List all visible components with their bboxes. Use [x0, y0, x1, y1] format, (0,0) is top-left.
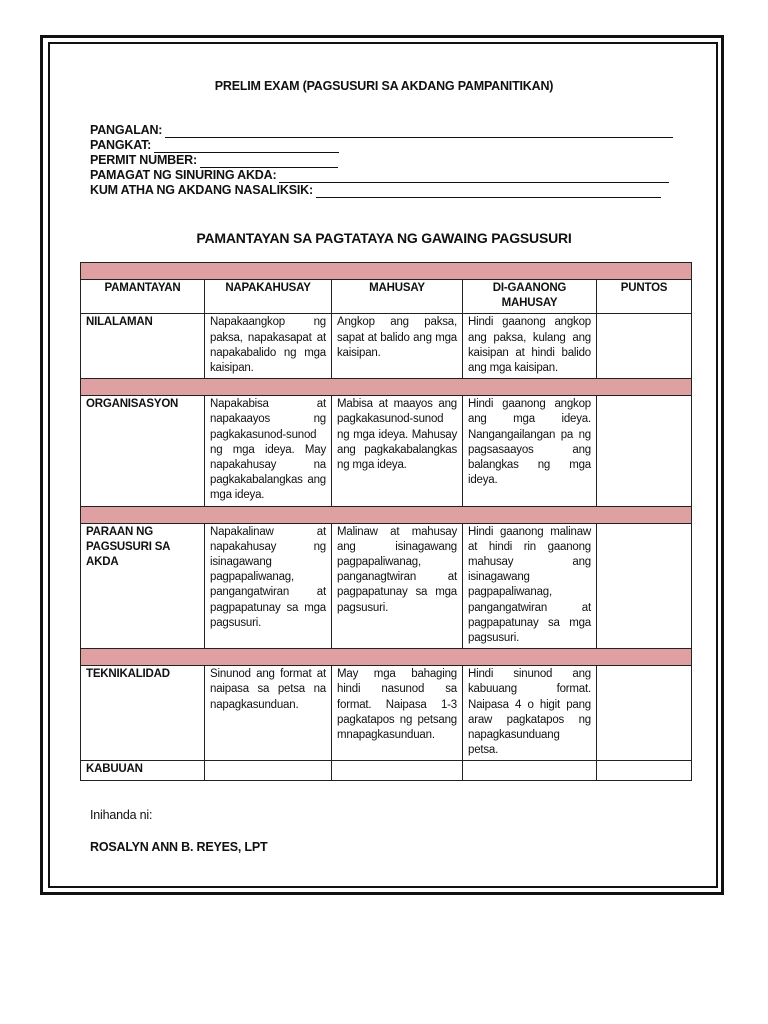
- criterion-cell: PARAAN NG PAGSUSURI SA AKDA: [81, 523, 205, 649]
- criterion-cell: ORGANISASYON: [81, 396, 205, 506]
- empty-cell: [463, 761, 597, 780]
- field-permit-number: [90, 153, 680, 168]
- di-gaanong-mahusay-cell: Hindi sinunod ang kabuuang format. Naipasa 4 o higit pang araw pagkatapos ng napagkasunduang petsa.: [463, 666, 597, 761]
- column-header: PUNTOS: [597, 280, 692, 314]
- field-pamagat: [90, 168, 680, 183]
- table-band: [81, 649, 692, 666]
- criterion-cell: NILALAMAN: [81, 314, 205, 379]
- blank-line: [165, 125, 673, 138]
- total-row: [81, 761, 692, 780]
- column-header: PAMANTAYAN: [81, 280, 205, 314]
- di-gaanong-mahusay-cell: Hindi gaanong angkop ang mga ideya. Nangangailangan pa ng pagsasaayos ang balangkas ng mga ideya.: [463, 396, 597, 506]
- column-header: DI-GAANONG MAHUSAY: [463, 280, 597, 314]
- total-label: KABUUAN: [81, 761, 205, 780]
- table-row: [81, 523, 692, 649]
- prepared-by-label: Inihanda ni:: [90, 808, 153, 822]
- field-label: PANGKAT:: [90, 138, 152, 152]
- napakahusay-cell: Napakaangkop ng paksa, napakasapat at napakabalido ng mga kaisipan.: [205, 314, 332, 379]
- puntos-cell: [597, 314, 692, 379]
- field-pangkat: [90, 138, 680, 153]
- blank-line: [316, 185, 661, 198]
- table-row: [81, 314, 692, 379]
- field-pangalan: [90, 123, 680, 138]
- field-label: KUM ATHA NG AKDANG NASALIKSIK:: [90, 183, 313, 197]
- mahusay-cell: Malinaw at mahusay ang isinagawang pagpapaliwanag, panganagtwiran at pagpapatunay sa mga pagsusuri.: [332, 523, 463, 649]
- puntos-cell: [597, 666, 692, 761]
- puntos-cell: [597, 396, 692, 506]
- blank-line: [154, 140, 339, 153]
- table-band: [81, 263, 692, 280]
- empty-cell: [332, 761, 463, 780]
- exam-title: PRELIM EXAM (PAGSUSURI SA AKDANG PAMPANITIKAN): [214, 79, 554, 93]
- field-label: PANGALAN:: [90, 123, 163, 137]
- column-header: MAHUSAY: [332, 280, 463, 314]
- table-band: [81, 506, 692, 523]
- blank-line: [200, 155, 338, 168]
- blank-line: [279, 170, 669, 183]
- column-header: NAPAKAHUSAY: [205, 280, 332, 314]
- empty-cell: [205, 761, 332, 780]
- napakahusay-cell: Sinunod ang format at naipasa sa petsa na napagkasunduan.: [205, 666, 332, 761]
- di-gaanong-mahusay-cell: Hindi gaanong angkop ang paksa, kulang ang kaisipan at hindi balido ang mga kaisipan.: [463, 314, 597, 379]
- field-label: PERMIT NUMBER:: [90, 153, 197, 167]
- field-label: PAMAGAT NG SINURING AKDA:: [90, 168, 277, 182]
- mahusay-cell: Mabisa at maayos ang pagkakasunod-sunod ng mga ideya. Mahusay ang pagkakabalangkas ng mga ideya.: [332, 396, 463, 506]
- criterion-cell: TEKNIKALIDAD: [81, 666, 205, 761]
- total-score-cell: [597, 761, 692, 780]
- field-kum-atha: [90, 183, 680, 198]
- mahusay-cell: May mga bahaging hindi nasunod sa format. Naipasa 1-3 pagkatapos ng petsang mnapagkasunduan.: [332, 666, 463, 761]
- puntos-cell: [597, 523, 692, 649]
- rubric-title: PAMANTAYAN SA PAGTATAYA NG GAWAING PAGSUSURI: [196, 230, 572, 246]
- table-band: [81, 379, 692, 396]
- mahusay-cell: Angkop ang paksa, sapat at balido ang mga kaisipan.: [332, 314, 463, 379]
- table-row: [81, 396, 692, 506]
- student-info-fields: [90, 123, 680, 198]
- di-gaanong-mahusay-cell: Hindi gaanong malinaw at hindi rin gaanong mahusay ang isinagawang pagpapaliwanag, pangangatwiran at pagpapatunay sa mga pagsusuri.: [463, 523, 597, 649]
- rubric-table: [80, 262, 692, 781]
- napakahusay-cell: Napakalinaw at napakahusay ng isinagawang pagpapaliwanag, pangangatwiran at pagpapatunay sa mga pagsusuri.: [205, 523, 332, 649]
- author-name: ROSALYN ANN B. REYES, LPT: [90, 840, 268, 854]
- table-row: [81, 666, 692, 761]
- table-header-row: [81, 280, 692, 314]
- napakahusay-cell: Napakabisa at napakaayos ng pagkakasunod-sunod ng mga ideya. May napakahusay na pagkakabalangkas ang mga ideya.: [205, 396, 332, 506]
